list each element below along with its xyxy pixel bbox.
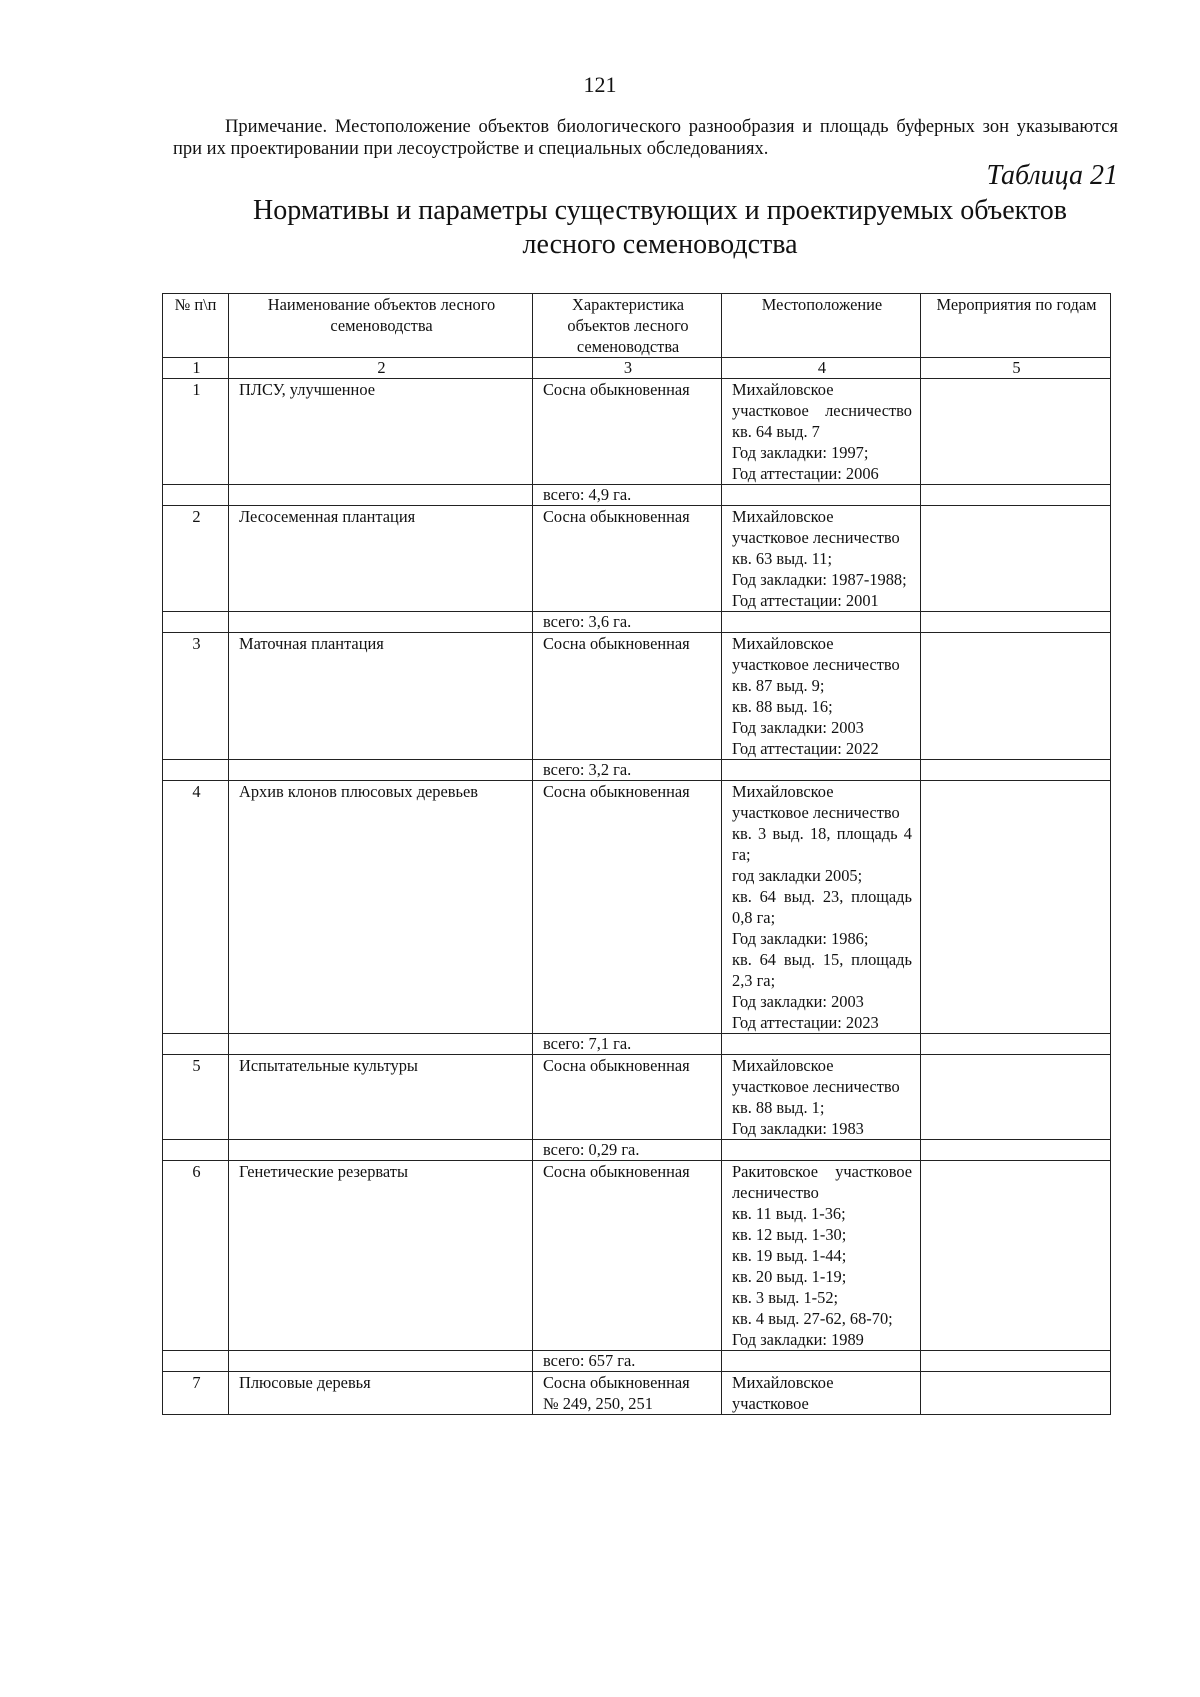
location-line: Год закладки: 1983 (732, 1119, 864, 1138)
location-line: Михайловское участковое лесничество (732, 1056, 900, 1096)
location-line: Год закладки: 2003 (732, 992, 864, 1011)
object-location (722, 633, 921, 760)
location-line: Михайловское участковое лесничество (732, 507, 900, 547)
object-characteristic (533, 1372, 722, 1415)
object-characteristic: Сосна обыкновенная (533, 633, 722, 760)
location-line: кв. 12 выд. 1-30; (732, 1225, 847, 1244)
object-measures (921, 1161, 1111, 1351)
total-empty-cell (722, 1351, 921, 1372)
object-location (722, 379, 921, 485)
location-line: Год аттестации: 2006 (732, 464, 879, 483)
object-characteristic: Сосна обыкновенная (533, 781, 722, 1034)
location-line: Ракитовское участковое лесничество (732, 1162, 912, 1202)
location-line: кв. 11 выд. 1-36; (732, 1204, 846, 1223)
row-number: 6 (163, 1161, 229, 1351)
total-empty-cell (722, 612, 921, 633)
total-empty-cell (163, 612, 229, 633)
total-empty-cell (921, 485, 1111, 506)
object-location (722, 1161, 921, 1351)
table-row (163, 506, 1111, 612)
table-row (163, 781, 1111, 1034)
total-empty-cell (229, 1140, 533, 1161)
object-name: Маточная плантация (229, 633, 533, 760)
column-number: 3 (533, 358, 722, 379)
object-location (722, 781, 921, 1034)
total-empty-cell (722, 1140, 921, 1161)
total-empty-cell (722, 760, 921, 781)
total-empty-cell (722, 1034, 921, 1055)
characteristic-line: Сосна обыкновенная (543, 1373, 690, 1392)
table-total-row (163, 612, 1111, 633)
object-name: Архив клонов плюсовых деревьев (229, 781, 533, 1034)
header-characteristic: Характеристика объектов лесного семеноводства (533, 294, 722, 358)
location-line: кв. 19 выд. 1-44; (732, 1246, 847, 1265)
location-line: кв. 20 выд. 1-19; (732, 1267, 847, 1286)
total-empty-cell (722, 485, 921, 506)
total-area: всего: 7,1 га. (533, 1034, 722, 1055)
location-line: участковое (732, 1394, 809, 1413)
column-number: 5 (921, 358, 1111, 379)
table-title-line-1: Нормативы и параметры существующих и проектируемых объектов (253, 195, 1067, 226)
total-empty-cell (921, 1351, 1111, 1372)
object-measures (921, 506, 1111, 612)
object-measures (921, 379, 1111, 485)
total-empty-cell (921, 612, 1111, 633)
table-total-row (163, 1140, 1111, 1161)
header-object-name: Наименование объектов лесного семеноводства (229, 294, 533, 358)
object-name: Генетические резерваты (229, 1161, 533, 1351)
total-empty-cell (229, 1034, 533, 1055)
total-empty-cell (229, 612, 533, 633)
object-name: Лесосеменная плантация (229, 506, 533, 612)
row-number: 7 (163, 1372, 229, 1415)
object-characteristic: Сосна обыкновенная (533, 1161, 722, 1351)
object-characteristic: Сосна обыкновенная (533, 379, 722, 485)
location-line: Михайловское (732, 1373, 834, 1392)
total-area: всего: 3,6 га. (533, 612, 722, 633)
total-empty-cell (229, 485, 533, 506)
location-line: кв. 88 выд. 16; (732, 697, 833, 716)
page-number: 121 (583, 72, 617, 97)
row-number: 2 (163, 506, 229, 612)
object-measures (921, 633, 1111, 760)
table-title-line-2: лесного семеноводства (522, 229, 798, 260)
table-row (163, 379, 1111, 485)
column-number-row (163, 358, 1111, 379)
location-line: Михайловское участковое лесничество (732, 634, 900, 674)
table-label: Таблица 21 (986, 160, 1118, 191)
object-location (722, 1372, 921, 1415)
total-empty-cell (229, 1351, 533, 1372)
table-total-row (163, 1034, 1111, 1055)
column-number: 4 (722, 358, 921, 379)
object-location (722, 1055, 921, 1140)
location-line: Михайловское участковое лесничество кв. 64 выд. 7 (732, 380, 912, 441)
total-empty-cell (163, 1034, 229, 1055)
object-characteristic: Сосна обыкновенная (533, 506, 722, 612)
table-row (163, 1055, 1111, 1140)
location-line: Год аттестации: 2023 (732, 1013, 879, 1032)
total-empty-cell (163, 760, 229, 781)
total-area: всего: 4,9 га. (533, 485, 722, 506)
row-number: 4 (163, 781, 229, 1034)
total-empty-cell (921, 760, 1111, 781)
object-name: ПЛСУ, улучшенное (229, 379, 533, 485)
location-line: Год аттестации: 2001 (732, 591, 879, 610)
header-number: № п\п (163, 294, 229, 358)
object-location (722, 506, 921, 612)
object-measures (921, 1055, 1111, 1140)
row-number: 5 (163, 1055, 229, 1140)
total-empty-cell (163, 485, 229, 506)
total-area: всего: 0,29 га. (533, 1140, 722, 1161)
table-row (163, 633, 1111, 760)
location-line: кв. 63 выд. 11; (732, 549, 833, 568)
seed-objects-table (162, 293, 1111, 1415)
location-line: Год закладки: 1986; (732, 929, 869, 948)
location-line: Год закладки: 2003 (732, 718, 864, 737)
location-line: кв. 88 выд. 1; (732, 1098, 825, 1117)
column-number: 1 (163, 358, 229, 379)
object-name: Плюсовые деревья (229, 1372, 533, 1415)
location-line: кв. 87 выд. 9; (732, 676, 825, 695)
total-empty-cell (163, 1351, 229, 1372)
location-line: Год закладки: 1987-1988; (732, 570, 907, 589)
row-number: 3 (163, 633, 229, 760)
row-number: 1 (163, 379, 229, 485)
location-line: Год закладки: 1997; (732, 443, 869, 462)
object-measures (921, 781, 1111, 1034)
location-line: год закладки 2005; (732, 866, 863, 885)
characteristic-line: № 249, 250, 251 (543, 1394, 653, 1413)
object-name: Испытательные культуры (229, 1055, 533, 1140)
location-line: Год аттестации: 2022 (732, 739, 879, 758)
total-area: всего: 3,2 га. (533, 760, 722, 781)
object-characteristic: Сосна обыкновенная (533, 1055, 722, 1140)
total-empty-cell (921, 1034, 1111, 1055)
table-total-row (163, 485, 1111, 506)
table-row (163, 1161, 1111, 1351)
header-measures: Мероприятия по годам (921, 294, 1111, 358)
table-row (163, 1372, 1111, 1415)
location-line: Год закладки: 1989 (732, 1330, 864, 1349)
table-total-row (163, 760, 1111, 781)
location-line: кв. 3 выд. 1-52; (732, 1288, 839, 1307)
location-line: кв. 3 выд. 18, площадь 4 га; (732, 824, 912, 864)
location-line: Михайловское участковое лесничество (732, 782, 900, 822)
total-empty-cell (229, 760, 533, 781)
total-empty-cell (921, 1140, 1111, 1161)
header-location: Местоположение (722, 294, 921, 358)
table-header-row (163, 294, 1111, 358)
location-line: кв. 64 выд. 23, площадь 0,8 га; (732, 887, 912, 927)
total-empty-cell (163, 1140, 229, 1161)
column-number: 2 (229, 358, 533, 379)
table-body (163, 379, 1111, 1415)
total-area: всего: 657 га. (533, 1351, 722, 1372)
table-total-row (163, 1351, 1111, 1372)
location-line: кв. 4 выд. 27-62, 68-70; (732, 1309, 893, 1328)
location-line: кв. 64 выд. 15, площадь 2,3 га; (732, 950, 912, 990)
table-title (160, 194, 1160, 262)
object-measures (921, 1372, 1111, 1415)
table-note: Примечание. Местоположение объектов биологического разнообразия и площадь буферных зон указываются при их проектировании при лесоустройстве и специальных обследованиях. (173, 117, 1118, 159)
